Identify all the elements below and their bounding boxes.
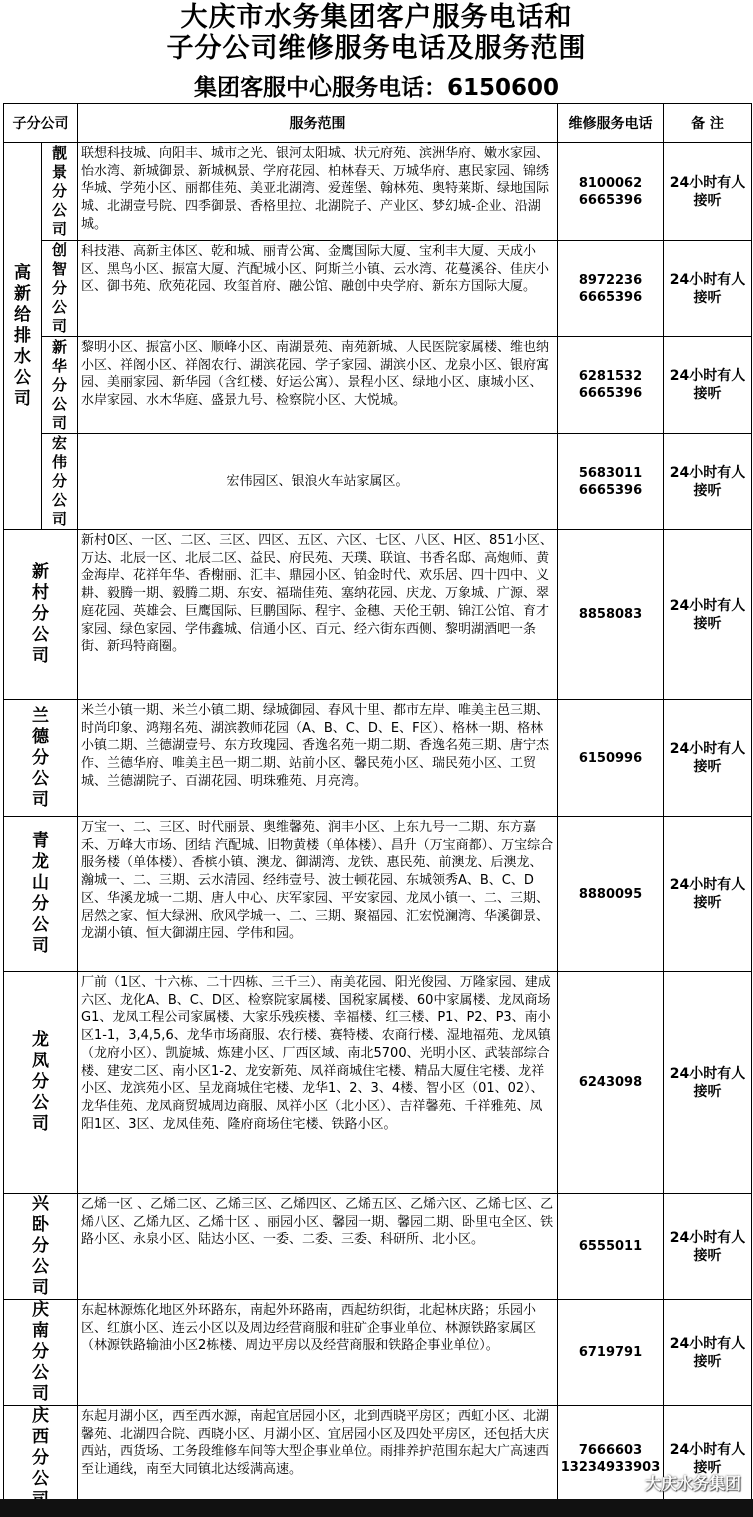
table-row	[4, 817, 752, 972]
repair-phone: 8858083	[578, 607, 643, 622]
scope-cell: 科技港、高新主体区、乾和城、丽青公寓、金鹰国际大厦、宝利丰大厦、天成小区、黑鸟小区、振富大厦、汽配城小区、阿斯兰小镇、云水湾、花蔓溪谷、佳庆小区、御书苑、欣苑花园、玫玺首府、融公馆、融创中央学府、新东方国际大厦。	[78, 241, 558, 337]
repair-phone: 6243098	[578, 1075, 643, 1090]
repair-phone-secondary: 6665396	[578, 289, 643, 305]
branch-name: 创智分公司	[51, 241, 67, 335]
repair-phone: 6555011	[578, 1239, 643, 1254]
note-cell: 24小时有人接听	[664, 700, 752, 817]
phone-cell	[558, 143, 664, 241]
title-line-2: 子分公司维修服务电话及服务范围	[166, 33, 587, 64]
company-name: 新村分公司	[32, 562, 49, 666]
phone-cell	[558, 530, 664, 700]
scope-cell: 宏伟园区、银浪火车站家属区。	[78, 434, 558, 530]
company-name: 龙凤分公司	[32, 1030, 49, 1134]
company-cell	[4, 972, 78, 1194]
note-cell: 24小时有人接听	[664, 241, 752, 337]
table-row	[4, 434, 752, 530]
note-cell: 24小时有人接听	[664, 1300, 752, 1406]
note-cell: 24小时有人接听	[664, 1406, 752, 1512]
title-line-1: 大庆市水务集团客户服务电话和	[180, 2, 573, 33]
company-cell	[4, 143, 42, 530]
scope-cell: 东起月湖小区，西至西水源，南起宜居园小区，北到西晓平房区；西虹小区、北湖馨苑、北湖四合院、西晓小区、月湖小区、宜居园小区及四处平房区，还包括大庆西站，西货场、工务段维修车间等大型企事业单位。雨排养护范围东起大广高速西至让通线，南至大同镇北达绥满高速。	[78, 1406, 558, 1512]
repair-phone-secondary: 6665396	[578, 192, 643, 208]
repair-phone: 7666603	[578, 1442, 643, 1458]
wechat-icon	[619, 1475, 641, 1491]
repair-phone: 8880095	[578, 886, 643, 902]
watermark-text: 大庆水务集团	[644, 1474, 741, 1493]
scope-cell: 万宝一、二、三区、时代丽景、奥维馨苑、润丰小区、上东九号一二期、东方嘉禾、万峰大市场、团结 汽配城、旧物黄楼（单体楼）、昌升（万宝商都）、万宝综合服务楼（单体楼）、香槟小镇、澳龙、御湖湾、龙铁、惠民苑、前澳龙、后澳龙、瀚城一、二、三期、云水清园、经纬壹号、波士顿花园、东城领秀A、B、C、D区、华溪龙城一二期、唐人中心、庆军家园、平安家园、龙凤小镇一、二、三期、居然之家、恒大绿洲、欣风学城一、二、三期、聚福园、汇宏悦澜湾、华溪御景、龙湖小镇、恒大御湖庄园、学伟和园。	[78, 817, 558, 972]
scope-cell: 联想科技城、向阳丰、城市之光、银河太阳城、状元府苑、滨洲华府、嫩水家园、怡水湾、新城御景、新城枫景、学府花园、柏林春天、万城华府、惠民家园、锦绣华城、学苑小区、丽都佳苑、美亚北湖湾、爱莲堡、翰林苑、奥特莱斯、绿地国际城、北湖壹号院、四季御景、香格里拉、北湖院子、产业区、梦幻城-企业、沿湖城。	[78, 143, 558, 241]
scope-cell: 米兰小镇一期、米兰小镇二期、绿城御园、春风十里、都市左岸、唯美主邑三期、时尚印象、鸿翔名苑、湖滨教师花园（A、B、C、D、E、F区）、格林一期、格林小镇二期、兰德湖壹号、东方玫瑰园、香逸名苑一期二期、香逸名苑三期、唐宁杰作、兰德华府、唯美主邑一期二期、站前小区、馨民苑小区、瑞民苑小区、工贸城、兰德湖院子、百湖花园、明珠雅苑、月亮湾。	[78, 700, 558, 817]
header-company: 子分公司	[4, 104, 78, 143]
header-note: 备 注	[664, 104, 752, 143]
company-name: 庆西分公	[32, 1406, 49, 1489]
table-row	[4, 1194, 752, 1300]
company-cell	[4, 1300, 78, 1406]
table-row	[4, 241, 752, 337]
company-cell	[4, 817, 78, 972]
scope-cell: 厂前（1区、十六栋、二十四栋、三千三）、南美花园、阳光俊园、万隆家园、建成六区、龙化A、B、C、D区、检察院家属楼、国税家属楼、60中家属楼、龙凤商场G1、龙凤工程公司家属楼、大家乐残疾楼、幸福楼、红三楼、P1、P2、P3、南小区1-1，3,4,5,6、龙华市场商服、农行楼、赛特楼、农商行楼、湿地福苑、龙凤镇（龙府小区）、凯旋城、炼建小区、厂西区域、南北5700、光明小区、武装部综合楼、建安二区、南小区1-2、龙安新苑、凤祥商城住宅楼、精品大厦住宅楼、龙祥小区、龙滨苑小区、呈龙商城住宅楼、龙华1、2、3、4楼、智小区（01、02）、龙华佳苑、龙凤商贸城周边商服、凤祥小区（北小区）、吉祥馨苑、千祥雅苑、凤阳1区、3区、龙凤佳苑、隆府商场住宅楼、铁路小区。	[78, 972, 558, 1194]
note-cell: 24小时有人接听	[664, 1194, 752, 1300]
note-cell: 24小时有人接听	[664, 817, 752, 972]
phone-cell	[558, 1300, 664, 1406]
branch-name: 靓景分公司	[51, 144, 67, 238]
phone-cell	[558, 241, 664, 337]
phone-cell	[558, 700, 664, 817]
scope-cell: 新村0区、一区、二区、三区、四区、五区、六区、七区、八区、H区、851小区、万达、北辰一区、北辰二区、益民、府民苑、天璞、联谊、书香名邸、高炮师、黄金海岸、花祥年华、香榭丽、汇丰、鼎园小区、铂金时代、欢乐居、四十四中、义耕、毅腾一期、毅腾二期、东安、福瑞佳苑、塞纳花园、庆龙、万象城、广源、翠庭花园、英雄会、巨鹰国际、巨鹏国际、程宇、金穗、天伦王朝、锦江公馆、育才家园、绿色家园、学伟鑫城、信通小区、百元、经六街东西侧、黎明湖酒吧一条街、新玛特商圈。	[78, 530, 558, 700]
scope-cell: 乙烯一区 、乙烯二区、乙烯三区、乙烯四区、乙烯五区、乙烯六区、乙烯七区、乙烯八区、乙烯九区、乙烯十区 、丽园小区、馨园一期、馨园二期、卧里屯全区、铁路小区、永泉小区、陆达小区、一委、二委、三委、科研所、北小区。	[78, 1194, 558, 1300]
table-row	[4, 530, 752, 700]
table-row	[4, 337, 752, 434]
note-cell: 24小时有人接听	[664, 143, 752, 241]
branch-cell	[42, 241, 78, 337]
repair-phone: 6150996	[578, 750, 643, 766]
table-row	[4, 1300, 752, 1406]
service-table	[3, 103, 752, 1512]
phone-cell	[558, 337, 664, 434]
note-cell: 24小时有人接听	[664, 434, 752, 530]
company-name: 兴卧分公司	[32, 1194, 49, 1298]
repair-phone: 8972236	[578, 272, 643, 288]
repair-phone-secondary: 6665396	[578, 482, 643, 498]
table-row	[4, 700, 752, 817]
branch-cell	[42, 143, 78, 241]
company-name: 高新给排水公司	[14, 262, 31, 409]
repair-phone: 5683011	[578, 465, 643, 481]
table-header-row	[4, 104, 752, 143]
company-name: 兰德分公司	[32, 705, 49, 810]
repair-phone-secondary: 13234933903	[560, 1459, 661, 1475]
table-row	[4, 972, 752, 1194]
phone-cell	[558, 1406, 664, 1512]
table-row	[4, 1406, 752, 1512]
branch-cell	[42, 337, 78, 434]
watermark	[619, 1471, 741, 1494]
phone-cell	[558, 817, 664, 972]
repair-phone-secondary: 6665396	[578, 386, 643, 401]
company-cell	[4, 1194, 78, 1300]
company-cell	[4, 530, 78, 700]
repair-phone: 6281532	[578, 369, 643, 384]
company-name: 青龙山分公司	[32, 831, 49, 956]
phone-cell	[558, 434, 664, 530]
table-row	[4, 143, 752, 241]
scope-cell: 黎明小区、振富小区、顺峰小区、南湖景苑、南苑新城、人民医院家属楼、维也纳 小区、祥阁小区、祥阁农行、湖滨花园、学子家园、湖滨小区、龙泉小区、银府寓园、美丽家园、新华园（含红楼、好运公寓）、景程小区、绿地小区、康城小区、水岸家园、水木华庭、盛景九号、检察院小区、大悦城。	[78, 337, 558, 434]
note-cell: 24小时有人接听	[664, 972, 752, 1194]
header-scope: 服务范围	[78, 104, 558, 143]
note-cell: 24小时有人接听	[664, 337, 752, 434]
note-cell: 24小时有人接听	[664, 530, 752, 700]
branch-name: 宏伟分公司	[51, 434, 67, 528]
footer-bar	[0, 1499, 753, 1517]
branch-cell	[42, 434, 78, 530]
scope-cell: 东起林源炼化地区外环路东，南起外环路南，西起纺织街，北起林庆路；乐园小区、红旗小区、连云小区以及周边经营商服和驻矿企事业单位、林源铁路家属区（林源铁路输油小区2栋楼、周边平房以及经营商服和铁路企事业单位）。	[78, 1300, 558, 1406]
service-hotline: 集团客服中心服务电话：6150600	[193, 75, 560, 101]
company-cell	[4, 700, 78, 817]
company-name: 庆南分公司	[32, 1300, 49, 1404]
phone-cell	[558, 972, 664, 1194]
company-cell	[4, 1406, 78, 1512]
phone-cell	[558, 1194, 664, 1300]
repair-phone: 6719791	[578, 1345, 643, 1360]
repair-phone: 8100062	[578, 175, 643, 191]
header-phone: 维修服务电话	[558, 104, 664, 143]
branch-name: 新华分公司	[51, 337, 67, 432]
